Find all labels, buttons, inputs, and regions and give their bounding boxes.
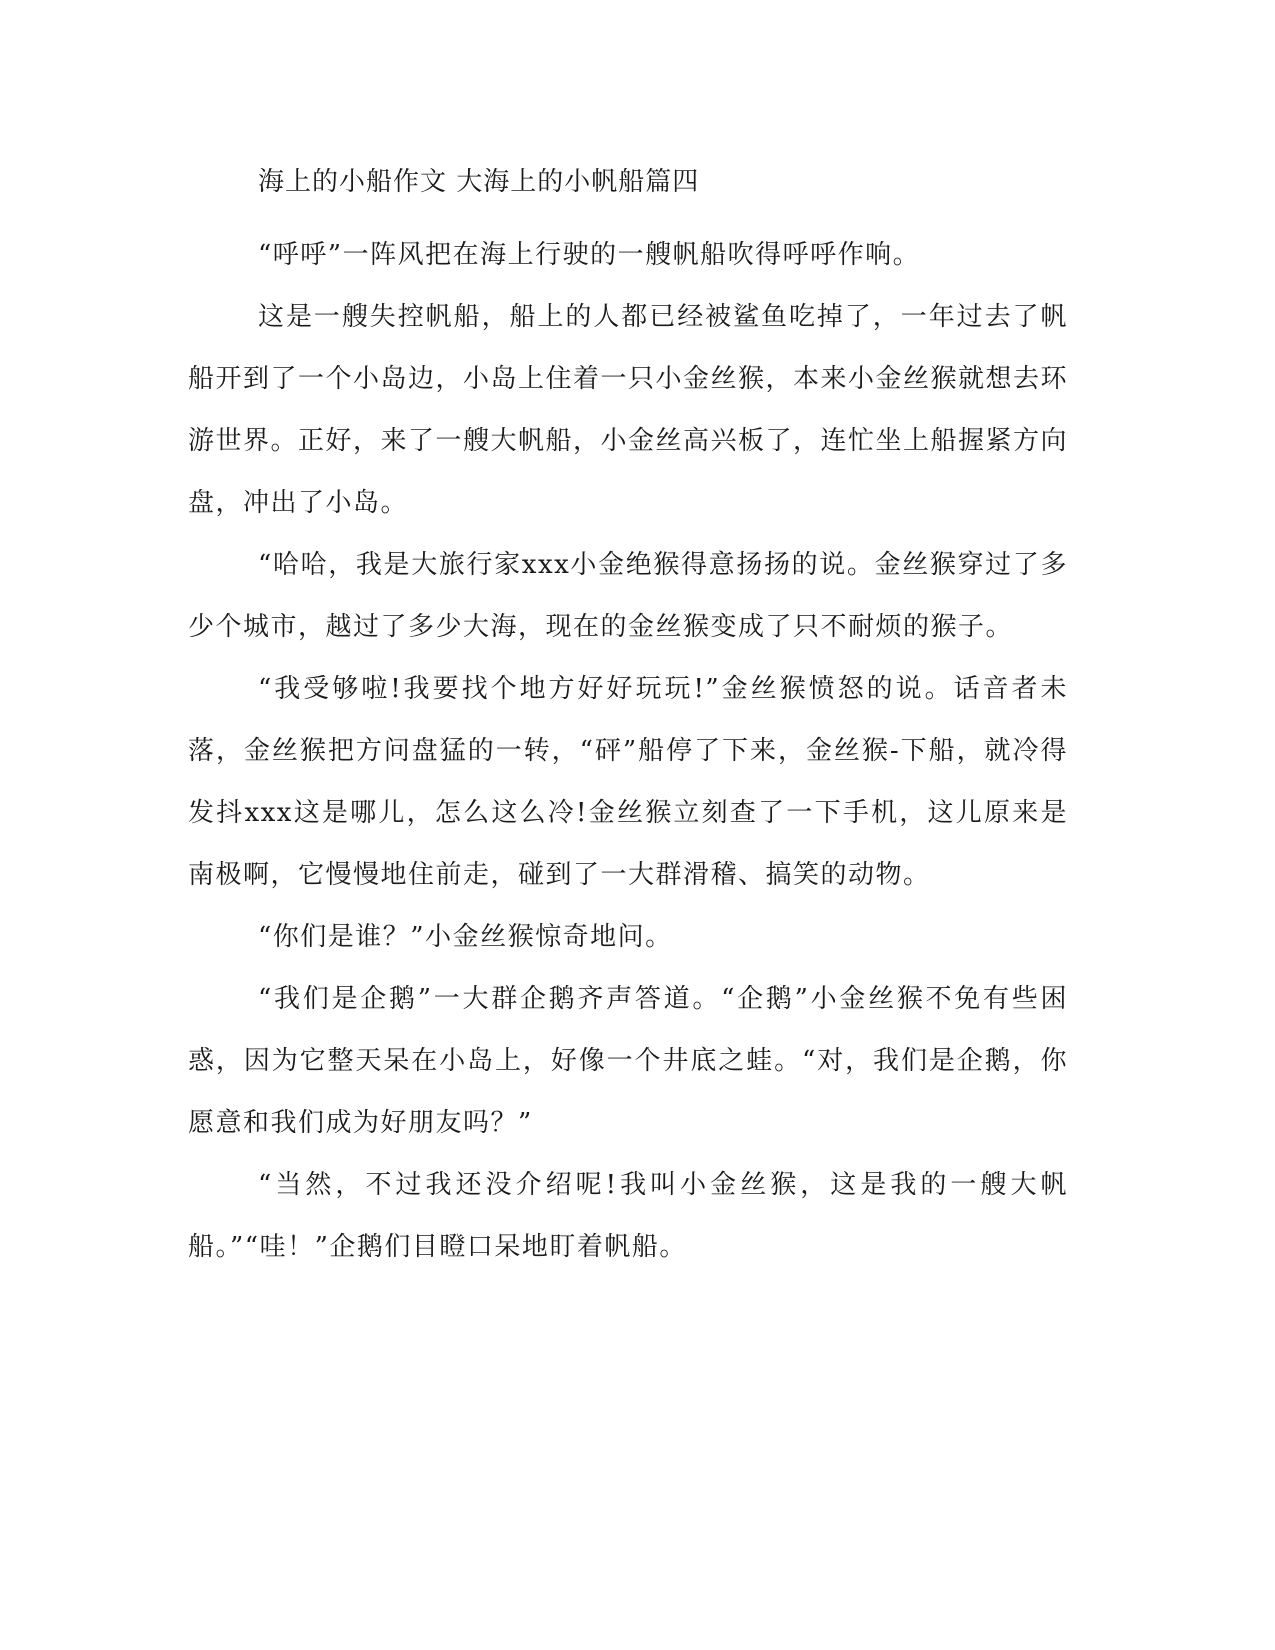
paragraph: “你们是谁？”小金丝猴惊奇地问。 [258,922,673,952]
paragraph: “当然，不过我还没介绍呢!我叫小金丝猴，这是我的一艘大帆船。”“哇！”企鹅们目瞪口呆地盯着帆船。 [188,1170,1068,1262]
document-body [188,162,1068,1278]
document-title: 海上的小船作文 大海上的小帆船篇四 [258,167,700,197]
paragraph: “呼呼”一阵风把在海上行驶的一艘帆船吹得呼呼作响。 [258,240,921,270]
paragraph: “哈哈，我是大旅行家xxx小金绝猴得意扬扬的说。金丝猴穿过了多少个城市，越过了多少大海，现在的金丝猴变成了只不耐烦的猴子。 [188,550,1068,642]
paragraph: 这是一艘失控帆船，船上的人都已经被鲨鱼吃掉了，一年过去了帆船开到了一个小岛边，小岛上住着一只小金丝猴，本来小金丝猴就想去环游世界。正好，来了一艘大帆船，小金丝高兴板了，连忙坐上船握紧方向盘，冲出了小岛。 [188,302,1069,518]
paragraph: “我受够啦!我要找个地方好好玩玩!”金丝猴愤怒的说。话音者未落，金丝猴把方问盘猛的一转，“砰”船停了下来，金丝猴-下船，就冷得发抖xxx这是哪儿，怎么这么冷!金丝猴立刻查了一下手机，这儿原来是南极啊，它慢慢地住前走，碰到了一大群滑稽、搞笑的动物。 [188,674,1068,890]
paragraph: “我们是企鹅”一大群企鹅齐声答道。“企鹅”小金丝猴不免有些困惑，因为它整天呆在小岛上，好像一个井底之蛙。“对，我们是企鹅，你愿意和我们成为好朋友吗？” [188,984,1068,1138]
